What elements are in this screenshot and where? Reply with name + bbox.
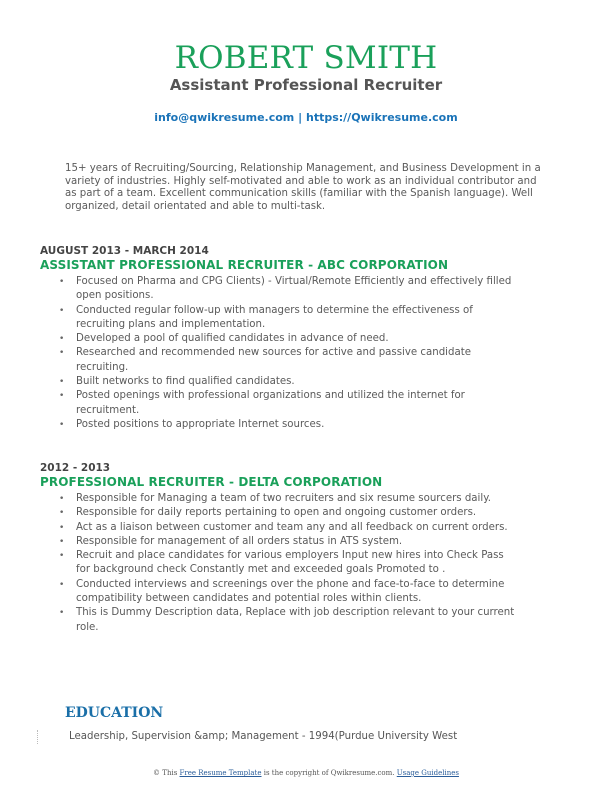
contact-line <box>0 110 612 126</box>
candidate-name: ROBERT SMITH <box>174 40 438 76</box>
bullet-item: • Responsible for Managing a team of two recruiters and six resume sourcers daily. <box>76 492 516 506</box>
bullet-item: • Developed a pool of qualified candidates in advance of need. <box>76 332 516 346</box>
email-link[interactable]: info@qwikresume.com <box>154 111 295 124</box>
bullet-item: • This is Dummy Description data, Replace with job description relevant to your current role. <box>76 606 516 635</box>
experience-entry <box>40 462 560 635</box>
free-resume-template-link[interactable]: Free Resume Template <box>179 769 262 777</box>
education-entry: Leadership, Supervision &amp; Management - 1994(Purdue University West <box>69 731 458 742</box>
footer-middle: is the copyright of Qwikresume.com. <box>263 769 395 777</box>
bullet-item: • Recruit and place candidates for various employers Input new hires into Check Pass for background check Constantly met and exceeded goals Promoted to . <box>76 549 516 578</box>
bullet-item: • Act as a liaison between customer and team any and all feedback on current orders. <box>76 521 516 535</box>
education-divider <box>37 730 40 744</box>
summary-paragraph: 15+ years of Recruiting/Sourcing, Relationship Management, and Business Development in a variety of industries. Highly self-motivated and able to work as an individual contributor and as part of a team. Excellent communication skills (familiar with the Spanish language). Well organized, detail orientated and able to multi-task. <box>65 163 541 212</box>
job-bullets <box>40 492 560 635</box>
bullet-item: • Focused on Pharma and CPG Clients) - Virtual/Remote Efficiently and effectively filled open positions. <box>76 275 516 304</box>
job-role: PROFESSIONAL RECRUITER - DELTA CORPORATION <box>40 475 383 489</box>
bullet-item: • Conducted interviews and screenings over the phone and face-to-face to determine compatibility between candidates and potential roles within clients. <box>76 578 516 607</box>
bullet-item: • Researched and recommended new sources for active and passive candidate recruiting. <box>76 346 516 375</box>
job-role: ASSISTANT PROFESSIONAL RECRUITER - ABC CORPORATION <box>40 258 449 272</box>
job-date: AUGUST 2013 - MARCH 2014 <box>40 245 209 257</box>
education-heading: EDUCATION <box>65 705 164 721</box>
contact-separator: | <box>298 111 303 124</box>
experience-entry <box>40 245 560 432</box>
bullet-item: • Responsible for daily reports pertaining to open and ongoing customer orders. <box>76 506 516 520</box>
website-link[interactable]: https://Qwikresume.com <box>305 111 458 124</box>
bullet-item: • Posted openings with professional organizations and utilized the internet for recruitment. <box>76 389 516 418</box>
bullet-item: • Conducted regular follow-up with managers to determine the effectiveness of recruiting plans and implementation. <box>76 304 516 333</box>
bullet-item: • Posted positions to appropriate Internet sources. <box>76 418 516 432</box>
bullet-item: • Responsible for management of all orders status in ATS system. <box>76 535 516 549</box>
copyright-footer <box>0 768 612 778</box>
job-bullets <box>40 275 560 432</box>
candidate-job-title: Assistant Professional Recruiter <box>169 76 443 94</box>
bullet-item: • Built networks to find qualified candidates. <box>76 375 516 389</box>
footer-prefix: © This <box>153 769 178 777</box>
job-date: 2012 - 2013 <box>40 462 111 474</box>
usage-guidelines-link[interactable]: Usage Guidelines <box>396 769 459 777</box>
